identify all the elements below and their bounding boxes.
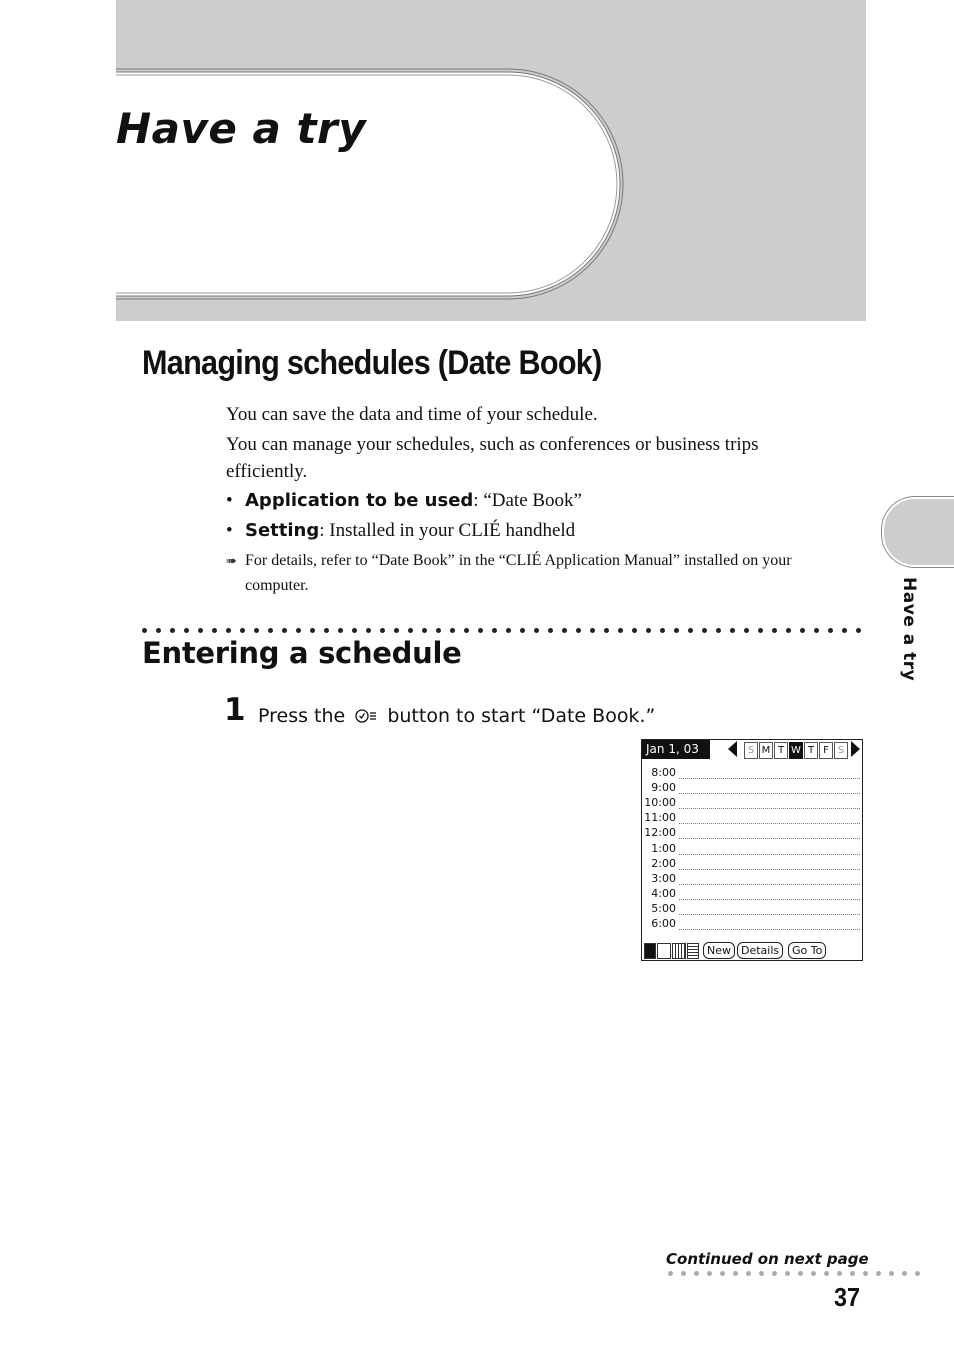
- divider-dot: [520, 628, 525, 633]
- chapter-header-shape: [116, 66, 626, 302]
- time-label: 1:00: [651, 841, 676, 855]
- divider-dot: [282, 628, 287, 633]
- divider-dot: [338, 628, 343, 633]
- divider-dot: [576, 628, 581, 633]
- continued-dot: [863, 1271, 868, 1276]
- bullet-term: Application to be used: [245, 490, 474, 511]
- time-slot-line: [679, 854, 860, 855]
- divider-dot: [744, 628, 749, 633]
- time-slot-line: [679, 884, 860, 885]
- divider-dot: [674, 628, 679, 633]
- bullet-dot: •: [226, 520, 233, 541]
- date-display[interactable]: Jan 1, 03: [642, 740, 710, 759]
- divider-dot: [604, 628, 609, 633]
- divider-dot: [842, 628, 847, 633]
- time-slot-line: [679, 823, 860, 824]
- divider-dot: [856, 628, 861, 633]
- previous-week-arrow-icon[interactable]: [728, 741, 737, 757]
- divider-dot: [646, 628, 651, 633]
- note-line-2: computer.: [245, 577, 309, 594]
- divider-dot: [324, 628, 329, 633]
- bullet-term: Setting: [245, 520, 320, 541]
- time-label: 8:00: [651, 766, 676, 779]
- time-slot-row[interactable]: [642, 842, 862, 857]
- day-button[interactable]: T: [804, 742, 818, 759]
- continued-dot: [824, 1271, 829, 1276]
- bullet-text: : Installed in your CLIÉ handheld: [319, 520, 576, 541]
- continued-note: Continued on next page: [666, 1250, 869, 1268]
- time-slot-row[interactable]: [642, 766, 862, 781]
- section-title: Managing schedules (Date Book): [142, 344, 602, 382]
- continued-dot: [902, 1271, 907, 1276]
- divider-dot: [548, 628, 553, 633]
- time-slot-row[interactable]: [642, 826, 862, 841]
- date-book-screen: [641, 739, 863, 961]
- continued-dots: [668, 1271, 928, 1277]
- day-button[interactable]: W: [789, 742, 803, 759]
- continued-dot: [837, 1271, 842, 1276]
- divider-dot: [730, 628, 735, 633]
- go-to-button[interactable]: Go To: [788, 942, 826, 959]
- divider-dot: [352, 628, 357, 633]
- divider-dot: [184, 628, 189, 633]
- section-divider-dots: [142, 628, 862, 636]
- divider-dot: [240, 628, 245, 633]
- intro-paragraph-1: You can save the data and time of your schedule.: [226, 404, 598, 425]
- divider-dot: [310, 628, 315, 633]
- time-slot-row[interactable]: [642, 811, 862, 826]
- new-button[interactable]: New: [703, 942, 735, 959]
- continued-dot: [772, 1271, 777, 1276]
- screen-toolbar: [642, 941, 862, 960]
- bullet-application: [226, 487, 582, 514]
- continued-dot: [681, 1271, 686, 1276]
- divider-dot: [590, 628, 595, 633]
- divider-dot: [632, 628, 637, 633]
- divider-dot: [450, 628, 455, 633]
- details-button[interactable]: Details: [737, 942, 783, 959]
- time-label: 12:00: [644, 826, 676, 840]
- time-slot-row[interactable]: [642, 872, 862, 887]
- week-view-icon[interactable]: [657, 943, 671, 959]
- time-label: 5:00: [651, 901, 676, 915]
- divider-dot: [660, 628, 665, 633]
- time-slot-row[interactable]: [642, 857, 862, 872]
- time-label: 4:00: [651, 886, 676, 900]
- intro-paragraph-2: You can manage your schedules, such as conferences or business trips: [226, 434, 759, 455]
- side-tab-label: Have a try: [899, 577, 919, 682]
- time-label: 10:00: [644, 796, 676, 810]
- divider-dot: [702, 628, 707, 633]
- time-label: 9:00: [651, 781, 676, 795]
- time-slot-line: [679, 869, 860, 870]
- step-text-after: button to start “Date Book.”: [387, 705, 656, 727]
- divider-dot: [170, 628, 175, 633]
- note-line-1: For details, refer to “Date Book” in the “CLIÉ Application Manual” installed on your: [245, 552, 792, 569]
- continued-dot: [707, 1271, 712, 1276]
- continued-dot: [876, 1271, 881, 1276]
- day-button[interactable]: S: [744, 742, 758, 759]
- page-number: 37: [834, 1282, 861, 1312]
- day-button[interactable]: F: [819, 742, 833, 759]
- month-view-icon[interactable]: [672, 943, 686, 959]
- divider-dot: [506, 628, 511, 633]
- time-label: 11:00: [644, 811, 676, 825]
- time-label: 6:00: [651, 917, 676, 930]
- time-slot-line: [679, 929, 860, 930]
- continued-dot: [798, 1271, 803, 1276]
- time-label: 2:00: [651, 856, 676, 870]
- divider-dot: [198, 628, 203, 633]
- divider-dot: [814, 628, 819, 633]
- bullet-text: : “Date Book”: [473, 490, 582, 511]
- day-button[interactable]: M: [759, 742, 773, 759]
- continued-dot: [733, 1271, 738, 1276]
- time-slot-row[interactable]: [642, 917, 862, 932]
- step-text-before: Press the: [258, 705, 346, 727]
- continued-dot: [759, 1271, 764, 1276]
- continued-dot: [785, 1271, 790, 1276]
- divider-dot: [772, 628, 777, 633]
- divider-dot: [786, 628, 791, 633]
- next-week-arrow-icon[interactable]: [851, 741, 860, 757]
- time-slot-line: [679, 914, 860, 915]
- divider-dot: [422, 628, 427, 633]
- divider-dot: [828, 628, 833, 633]
- time-slot-row[interactable]: [642, 887, 862, 902]
- divider-dot: [212, 628, 217, 633]
- divider-dot: [688, 628, 693, 633]
- continued-dot: [746, 1271, 751, 1276]
- divider-dot: [562, 628, 567, 633]
- continued-dot: [915, 1271, 920, 1276]
- divider-dot: [758, 628, 763, 633]
- divider-dot: [254, 628, 259, 633]
- continued-dot: [811, 1271, 816, 1276]
- day-button[interactable]: T: [774, 742, 788, 759]
- divider-dot: [366, 628, 371, 633]
- time-slot-line: [679, 838, 860, 839]
- divider-dot: [492, 628, 497, 633]
- side-tab: [882, 497, 954, 567]
- divider-dot: [534, 628, 539, 633]
- bullet-dot: •: [226, 490, 233, 511]
- divider-dot: [408, 628, 413, 633]
- time-slot-line: [679, 808, 860, 809]
- step-number: 1: [224, 692, 246, 728]
- divider-dot: [464, 628, 469, 633]
- bullet-setting: [226, 517, 575, 544]
- time-slot-row[interactable]: [642, 796, 862, 811]
- day-button[interactable]: S: [834, 742, 848, 759]
- divider-dot: [380, 628, 385, 633]
- divider-dot: [394, 628, 399, 633]
- continued-dot: [694, 1271, 699, 1276]
- divider-dot: [296, 628, 301, 633]
- chapter-title: Have a try: [116, 104, 367, 153]
- continued-dot: [850, 1271, 855, 1276]
- day-view-icon[interactable]: [644, 943, 656, 959]
- divider-dot: [618, 628, 623, 633]
- step-instruction: [258, 705, 655, 727]
- intro-paragraph-3: efficiently.: [226, 461, 308, 482]
- divider-dot: [436, 628, 441, 633]
- divider-dot: [800, 628, 805, 633]
- time-slot-row[interactable]: [642, 781, 862, 796]
- subsection-title: Entering a schedule: [142, 636, 462, 670]
- arrow-right-icon: ➠: [226, 553, 237, 568]
- agenda-view-icon[interactable]: [687, 943, 699, 959]
- divider-dot: [268, 628, 273, 633]
- continued-dot: [889, 1271, 894, 1276]
- divider-dot: [142, 628, 147, 633]
- time-slot-row[interactable]: [642, 902, 862, 917]
- time-label: 3:00: [651, 871, 676, 885]
- time-slot-line: [679, 793, 860, 794]
- time-slot-line: [679, 778, 860, 779]
- divider-dot: [156, 628, 161, 633]
- divider-dot: [478, 628, 483, 633]
- date-book-button-icon: [355, 708, 377, 724]
- divider-dot: [226, 628, 231, 633]
- time-slot-line: [679, 899, 860, 900]
- divider-dot: [716, 628, 721, 633]
- continued-dot: [720, 1271, 725, 1276]
- continued-dot: [668, 1271, 673, 1276]
